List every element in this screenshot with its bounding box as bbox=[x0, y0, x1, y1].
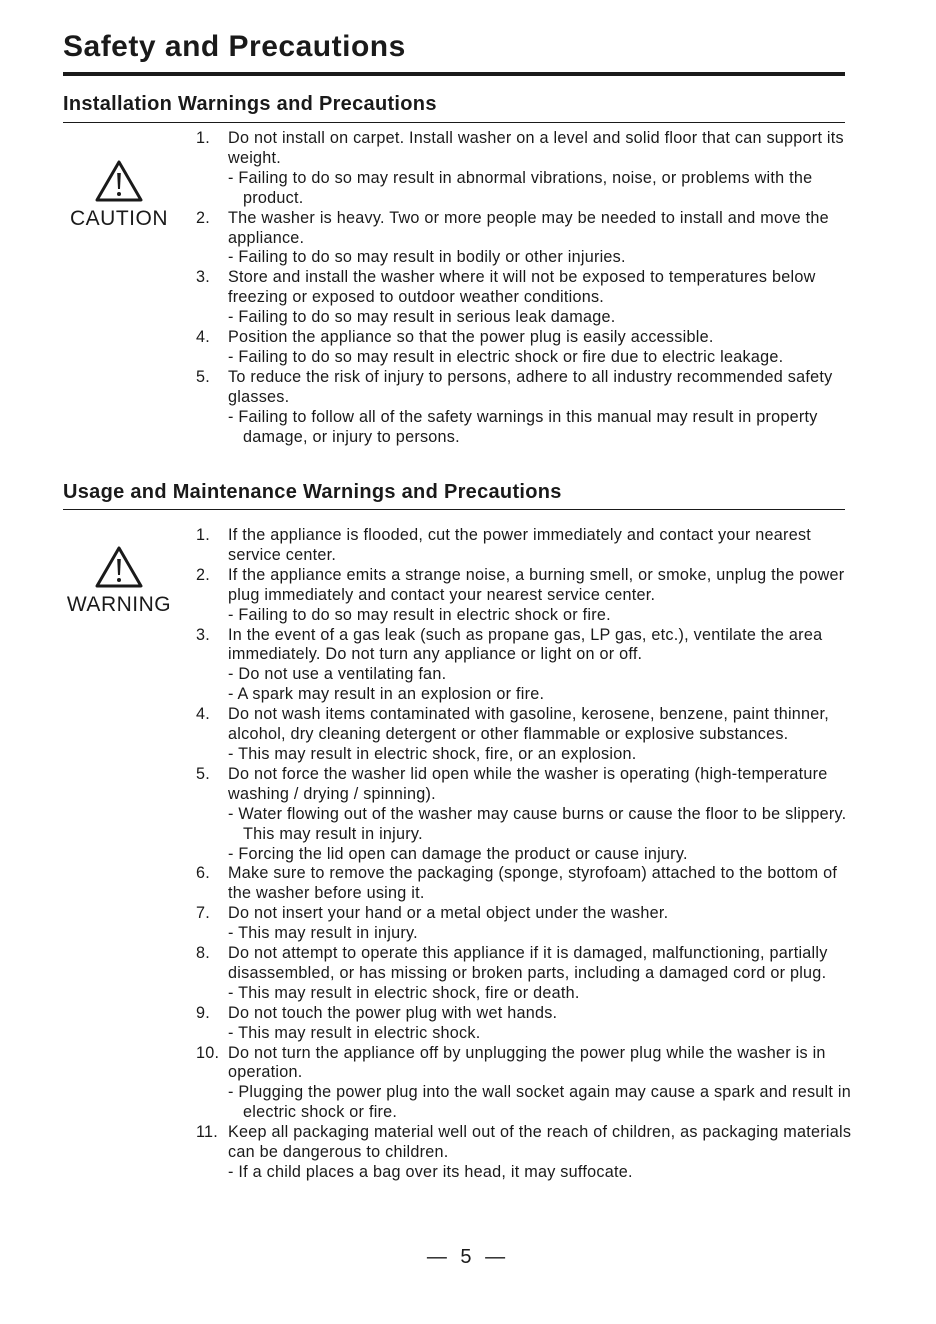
list-item bbox=[196, 526, 856, 566]
item-note: - Water flowing out of the washer may cause burns or cause the floor to be slippery. This may result in injury. bbox=[228, 804, 847, 843]
warning-triangle-icon bbox=[94, 159, 144, 203]
installation-list bbox=[196, 129, 856, 448]
item-number: 2. bbox=[196, 565, 211, 584]
item-number: 5. bbox=[196, 764, 211, 783]
list-item bbox=[196, 626, 856, 706]
list-item bbox=[196, 1123, 856, 1183]
item-note: - This may result in electric shock, fire or death. bbox=[228, 983, 580, 1002]
list-item bbox=[196, 368, 856, 448]
item-note: - Failing to do so may result in serious leak damage. bbox=[228, 308, 616, 327]
item-number: 10. bbox=[196, 1043, 220, 1062]
item-note: - Failing to do so may result in abnormal vibrations, noise, or problems with the product. bbox=[228, 168, 813, 207]
list-item bbox=[196, 864, 856, 904]
item-note: - This may result in electric shock. bbox=[228, 1023, 481, 1042]
item-text: Position the appliance so that the power plug is easily accessible. bbox=[228, 328, 714, 347]
list-item bbox=[196, 1044, 856, 1124]
caution-sign bbox=[54, 159, 184, 231]
warning-label: WARNING bbox=[66, 593, 172, 616]
item-note: - Forcing the lid open can damage the product or cause injury. bbox=[228, 844, 688, 863]
item-text: Do not force the washer lid open while the washer is operating (high-temperature washing / drying / spinning). bbox=[228, 764, 828, 803]
list-item bbox=[196, 705, 856, 765]
item-text: Do not wash items contaminated with gasoline, kerosene, benzene, paint thinner, alcohol, dry cleaning detergent or other flammable or explosive substances. bbox=[228, 705, 830, 744]
usage-list bbox=[196, 526, 856, 1183]
item-text: The washer is heavy. Two or more people may be needed to install and move the appliance. bbox=[228, 208, 829, 247]
item-text: Make sure to remove the packaging (sponge, styrofoam) attached to the bottom of the washer before using it. bbox=[228, 864, 838, 903]
item-note: - A spark may result in an explosion or fire. bbox=[228, 685, 545, 704]
list-item bbox=[196, 566, 856, 626]
item-note: - Failing to do so may result in electric shock or fire. bbox=[228, 605, 611, 624]
item-text: Do not install on carpet. Install washer on a level and solid floor that can support its weight. bbox=[228, 129, 844, 167]
warning-triangle-icon bbox=[94, 545, 144, 589]
item-number: 3. bbox=[196, 625, 211, 644]
item-note: - Failing to do so may result in electric shock or fire due to electric leakage. bbox=[228, 347, 784, 366]
item-number: 4. bbox=[196, 328, 211, 347]
list-item bbox=[196, 328, 856, 368]
item-number: 1. bbox=[196, 129, 211, 147]
item-note: - This may result in electric shock, fire, or an explosion. bbox=[228, 744, 637, 763]
item-number: 11. bbox=[196, 1123, 219, 1142]
caution-label: CAUTION bbox=[70, 207, 168, 230]
page-number: — 5 — bbox=[426, 1246, 510, 1268]
item-number: 7. bbox=[196, 904, 211, 923]
item-note: - Plugging the power plug into the wall socket again may cause a spark and result in electric shock or fire. bbox=[228, 1083, 851, 1122]
item-number: 3. bbox=[196, 268, 211, 287]
warning-sign bbox=[54, 545, 184, 617]
item-note: - This may result in injury. bbox=[228, 924, 418, 943]
item-text: In the event of a gas leak (such as propane gas, LP gas, etc.), ventilate the area immediately. Do not turn any appliance or light on or off. bbox=[228, 625, 823, 664]
item-number: 4. bbox=[196, 705, 211, 724]
item-number: 9. bbox=[196, 1003, 211, 1022]
list-item bbox=[196, 1004, 856, 1044]
list-item bbox=[196, 209, 856, 269]
item-note: - Do not use a ventilating fan. bbox=[228, 665, 447, 684]
section-title-usage: Usage and Maintenance Warnings and Precautions bbox=[63, 481, 562, 503]
item-number: 6. bbox=[196, 864, 211, 883]
item-note: - If a child places a bag over its head, it may suffocate. bbox=[228, 1163, 633, 1181]
item-number: 5. bbox=[196, 367, 211, 386]
page-title: Safety and Precautions bbox=[63, 30, 406, 63]
item-text: To reduce the risk of injury to persons, adhere to all industry recommended safety glasses. bbox=[228, 367, 833, 406]
list-item bbox=[196, 765, 856, 865]
item-text: Do not turn the appliance off by unplugging the power plug while the washer is in operation. bbox=[228, 1043, 826, 1082]
section-rule bbox=[63, 509, 845, 510]
item-number: 1. bbox=[196, 526, 211, 544]
item-number: 8. bbox=[196, 944, 211, 963]
item-text: If the appliance emits a strange noise, a burning smell, or smoke, unplug the power plug immediately and contact your nearest service center. bbox=[228, 565, 845, 604]
item-note: - Failing to do so may result in bodily or other injuries. bbox=[228, 248, 626, 267]
list-item bbox=[196, 944, 856, 1004]
item-text: Store and install the washer where it will not be exposed to temperatures below freezing or exposed to outdoor weather conditions. bbox=[228, 268, 816, 307]
list-item bbox=[196, 129, 856, 209]
section-title-installation: Installation Warnings and Precautions bbox=[63, 93, 437, 115]
list-item bbox=[196, 904, 856, 944]
item-text: Do not attempt to operate this appliance if it is damaged, malfunctioning, partially disassembled, or has missing or broken parts, including a damaged cord or plug. bbox=[228, 944, 828, 982]
item-text: Keep all packaging material well out of the reach of children, as packaging materials can be dangerous to children. bbox=[228, 1123, 852, 1162]
item-text: Do not insert your hand or a metal object under the washer. bbox=[228, 904, 669, 923]
section-rule bbox=[63, 122, 845, 123]
list-item bbox=[196, 268, 856, 328]
item-number: 2. bbox=[196, 208, 211, 227]
item-text: If the appliance is flooded, cut the power immediately and contact your nearest service center. bbox=[228, 526, 812, 564]
item-note: - Failing to follow all of the safety warnings in this manual may result in property damage, or injury to persons. bbox=[228, 407, 818, 446]
item-text: Do not touch the power plug with wet hands. bbox=[228, 1003, 558, 1022]
title-rule bbox=[63, 72, 845, 76]
